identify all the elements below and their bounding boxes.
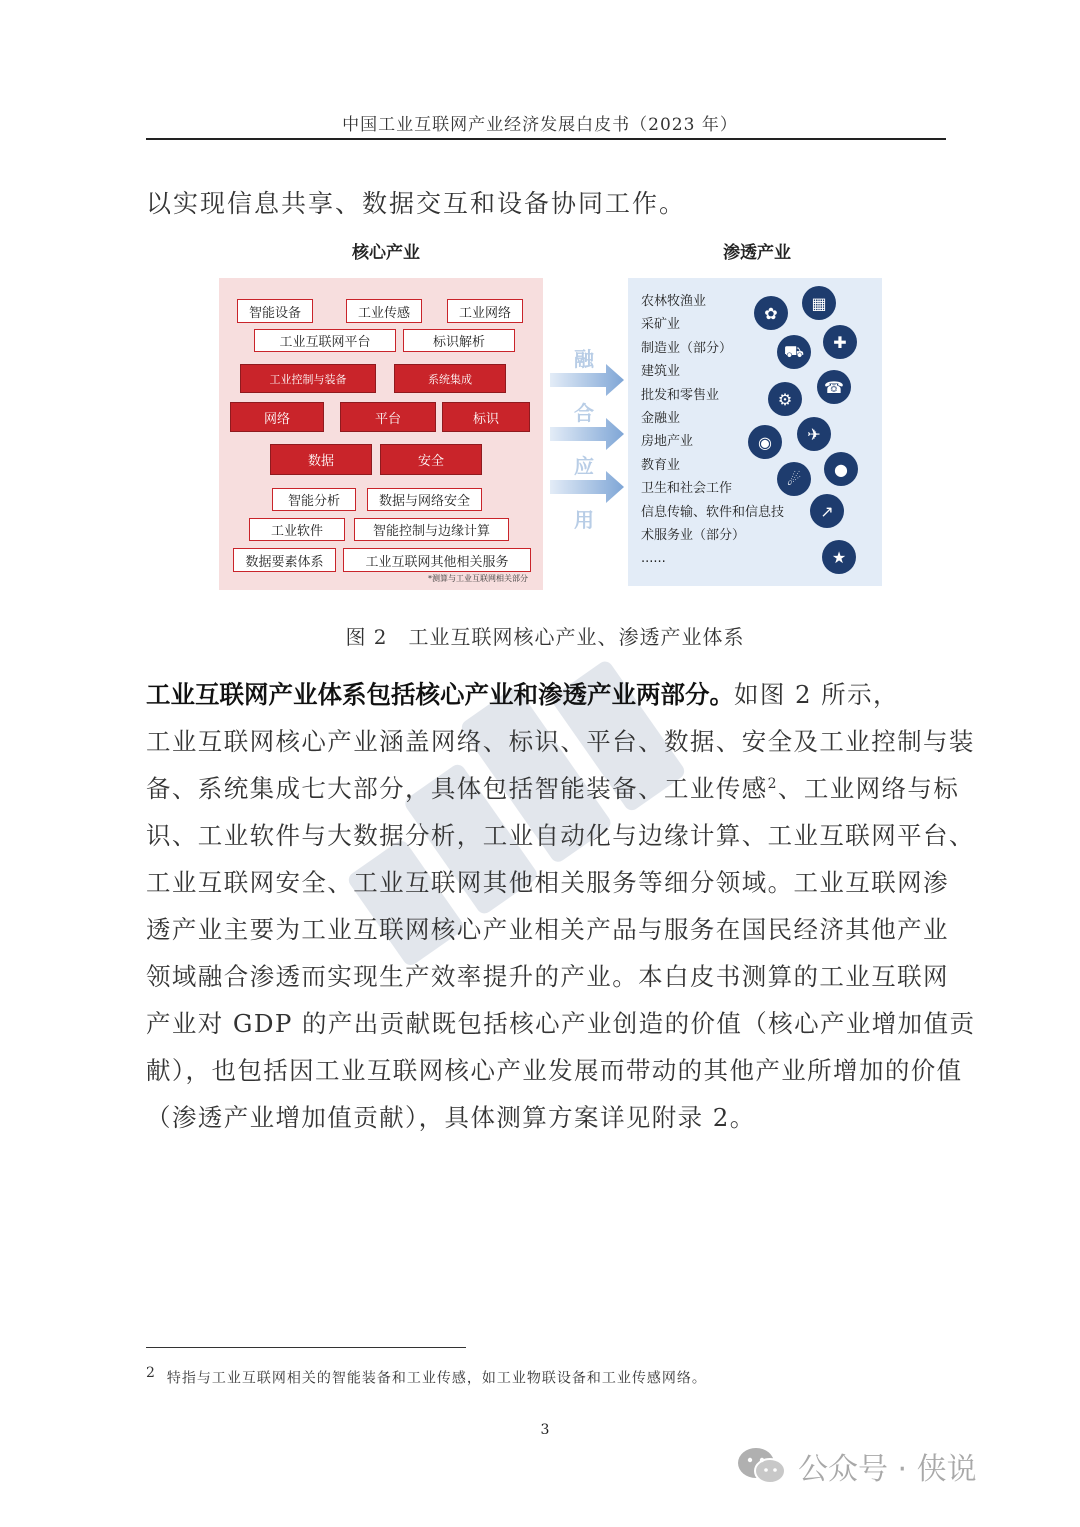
puzzle-icon: ✚ xyxy=(823,325,857,359)
box-data-network-security: 数据与网络安全 xyxy=(367,488,482,511)
paragraph-line-7: 领域融合渗透而实现生产效率提升的产业。本白皮书测算的工业互联网 xyxy=(146,962,949,991)
paragraph-line-8: 产业对 GDP 的产出贡献既包括核心产业创造的价值（核心产业增加值贡 xyxy=(146,1009,976,1038)
box-industrial-control: 工业控制与装备 xyxy=(240,364,376,393)
footnote-reference[interactable]: 2 xyxy=(767,775,778,792)
figure-caption: 图 2 工业互联网核心产业、渗透产业体系 xyxy=(345,625,745,649)
paragraph-line-4: 识、工业软件与大数据分析，工业自动化与边缘计算、工业互联网平台、 xyxy=(146,821,975,850)
flow-char-3: 应 xyxy=(574,454,594,478)
core-note: *测算与工业互联网相关部分 xyxy=(428,574,528,583)
list-item: 金融业 xyxy=(641,410,681,426)
box-smart-analysis: 智能分析 xyxy=(272,488,356,511)
airplane-icon: ✈ xyxy=(797,417,831,451)
flow-char-1: 融 xyxy=(574,347,594,371)
box-industrial-network: 工业网络 xyxy=(447,299,523,323)
intro-line: 以实现信息共享、数据交互和设备协同工作。 xyxy=(146,189,687,218)
wechat-watermark xyxy=(736,1444,977,1488)
paragraph-line-6: 透产业主要为工业互联网核心产业相关产品与服务在国民经济其他产业 xyxy=(146,915,949,944)
flow-char-4: 用 xyxy=(574,508,594,532)
building-icon: ▦ xyxy=(802,286,836,320)
running-header: 中国工业互联网产业经济发展白皮书（2023 年） xyxy=(342,115,738,135)
list-item: 信息传输、软件和信息技 xyxy=(641,504,785,520)
box-identity: 标识 xyxy=(442,402,530,432)
core-industry-label: 核心产业 xyxy=(352,243,420,263)
box-smart-equipment: 智能设备 xyxy=(237,299,313,323)
footnote xyxy=(146,1365,707,1388)
box-industrial-sensing: 工业传感 xyxy=(346,299,422,323)
paragraph-line-3: 备、系统集成七大部分，具体包括智能装备、工业传感$^2$、工业网络与标 xyxy=(146,774,960,803)
core-industry-panel xyxy=(219,278,543,590)
page-number: 3 xyxy=(540,1422,550,1438)
box-data-elements: 数据要素体系 xyxy=(233,548,336,572)
list-item: 农林牧渔业 xyxy=(641,294,707,309)
list-item: 批发和零售业 xyxy=(641,387,720,403)
satellite-icon: ☄ xyxy=(777,462,811,496)
list-item: 采矿业 xyxy=(641,317,681,333)
list-item: 建筑业 xyxy=(641,364,681,380)
paragraph-line-9: 献），也包括因工业互联网核心产业发展而带动的其他产业所增加的价值 xyxy=(146,1056,963,1085)
phone-globe-icon: ☎ xyxy=(817,370,851,404)
globe-location-icon: ● xyxy=(824,452,858,486)
box-identity-resolution: 标识解析 xyxy=(403,329,515,352)
list-item: 制造业（部分） xyxy=(641,340,733,356)
education-icon: ★ xyxy=(822,540,856,574)
robot-arm-icon: ⚙ xyxy=(768,382,802,416)
plant-icon: ✿ xyxy=(754,296,788,330)
box-data: 数据 xyxy=(270,444,372,475)
paragraph-line-5: 工业互联网安全、工业互联网其他相关服务等细分领域。工业互联网渗 xyxy=(146,868,949,897)
paragraph-line-2: 工业互联网核心产业涵盖网络、标识、平台、数据、安全及工业控制与装 xyxy=(146,727,975,756)
box-industrial-software: 工业软件 xyxy=(249,518,345,541)
coins-icon: ◉ xyxy=(748,425,782,459)
list-item: 术服务业（部分） xyxy=(641,527,746,543)
box-smart-control-edge: 智能控制与边缘计算 xyxy=(354,518,509,541)
box-network: 网络 xyxy=(230,402,324,432)
paragraph-line-1: 工业互联网产业体系包括核心产业和渗透产业两部分。如图 2 所示， xyxy=(146,680,899,709)
box-iiot-platform: 工业互联网平台 xyxy=(254,329,396,352)
list-item: 教育业 xyxy=(641,457,681,473)
footnote-mark: 2 xyxy=(146,1365,156,1381)
penetration-industry-label: 渗透产业 xyxy=(723,243,791,263)
box-other-services: 工业互联网其他相关服务 xyxy=(343,548,531,572)
box-platform: 平台 xyxy=(340,402,436,432)
box-system-integration: 系统集成 xyxy=(394,364,506,393)
footnote-text: 特指与工业互联网相关的智能装备和工业传感，如工业物联设备和工业传感网络。 xyxy=(166,1370,707,1387)
flow-char-2: 合 xyxy=(574,401,594,425)
footnote-rule xyxy=(146,1347,466,1348)
paragraph-line-10: （渗透产业增加值贡献），具体测算方案详见附录 2。 xyxy=(146,1103,756,1132)
list-item: 房地产业 xyxy=(641,434,694,450)
list-item: 卫生和社会工作 xyxy=(641,481,733,497)
watermark-brand-text: 公众号 · 侠说 xyxy=(798,1452,977,1487)
truck-icon: ⛟ xyxy=(777,335,811,369)
list-item: ...... xyxy=(641,551,666,567)
paragraph-lead: 工业互联网产业体系包括核心产业和渗透产业两部分。 xyxy=(146,680,734,709)
header-rule xyxy=(146,138,946,140)
box-security: 安全 xyxy=(380,444,482,475)
wechat-icon xyxy=(736,1446,788,1486)
chart-monitor-icon: ↗ xyxy=(810,494,844,528)
